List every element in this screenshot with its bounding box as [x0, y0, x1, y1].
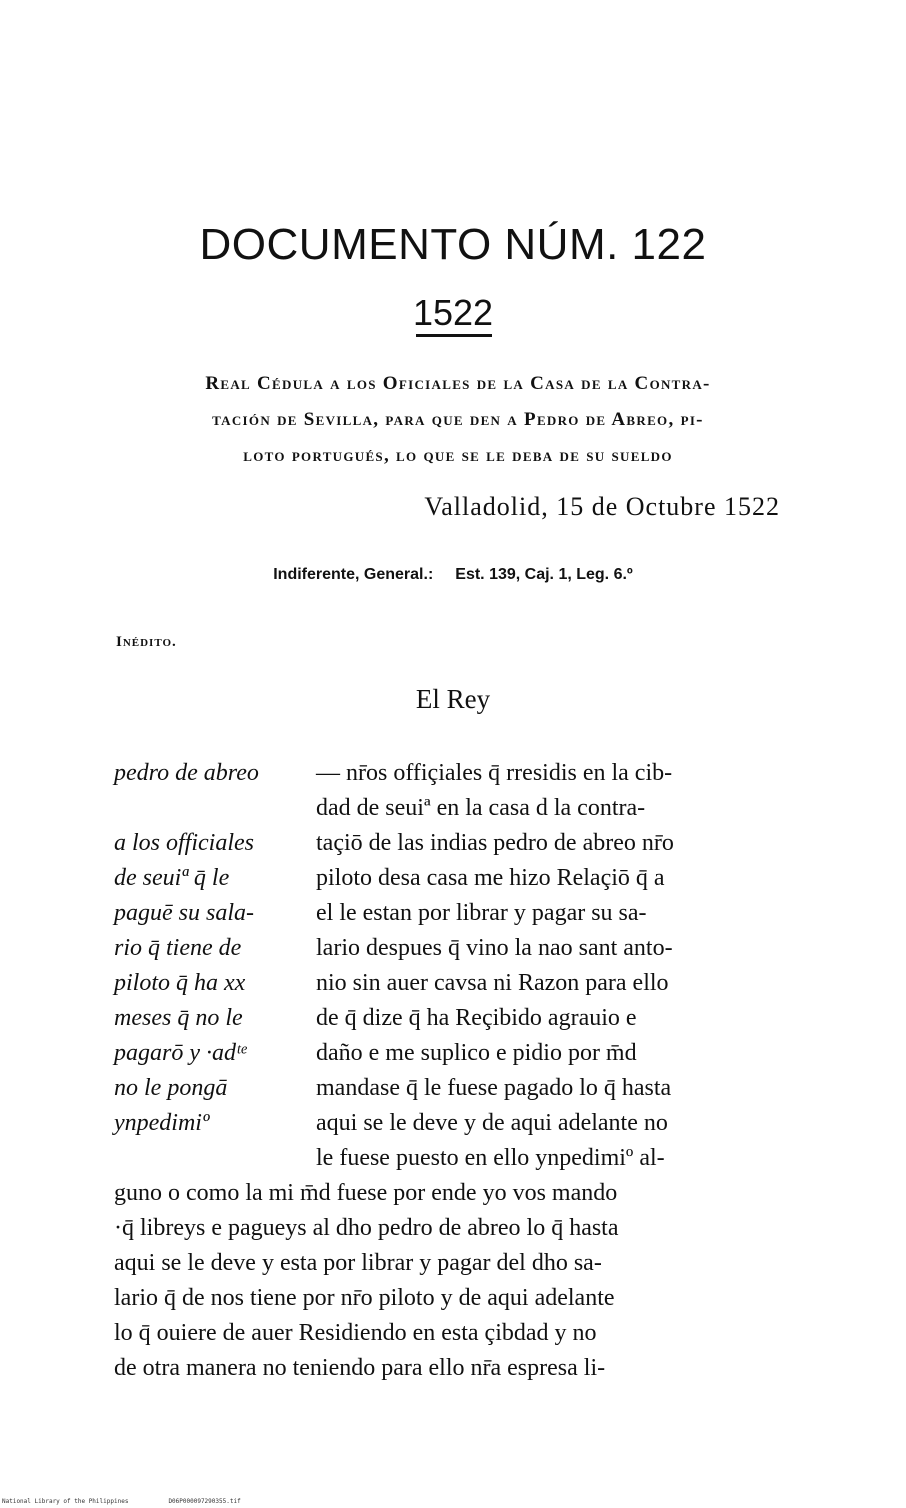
- scan-footer: [2, 1498, 241, 1505]
- margin-note: [114, 826, 292, 1141]
- document-title: DOCUMENTO NÚM. 122: [199, 220, 707, 269]
- margin-note-line: pagarō y ·adᵗᵉ: [114, 1040, 247, 1066]
- margin-note-line: pedro de abreo: [114, 760, 259, 786]
- body-line: lo q̄ ouiere de auer Residiendo en esta çibdad y no: [114, 1320, 597, 1346]
- archive-label: Indiferente, General.:: [273, 566, 434, 583]
- year-underline: [416, 334, 492, 337]
- heading-line: tación de Sevilla, para que den a Pedro de Abreo, pi-: [212, 409, 704, 430]
- body-line: aqui se le deve y de aqui adelante no: [316, 1110, 668, 1136]
- body-line: de q̄ dize q̄ ha Reçibido agrauio e: [316, 1005, 637, 1031]
- salutation: El Rey: [415, 684, 491, 714]
- body-line: daño e me suplico e pidio por m̄d: [316, 1040, 637, 1066]
- archive-ref: Est. 139, Caj. 1, Leg. 6.º: [455, 566, 633, 583]
- body-line: guno o como la mi m̄d fuese por ende yo vos mando: [114, 1180, 618, 1206]
- body-line: lario q̄ de nos tiene por nr̄o piloto y de aqui adelante: [114, 1285, 615, 1311]
- document-year: 1522: [412, 292, 494, 333]
- body-text-narrow: [316, 756, 810, 1176]
- publication-status: Inédito.: [116, 634, 177, 650]
- margin-note-line: paguē su sala-: [114, 900, 254, 926]
- margin-note-line: no le pongā: [114, 1075, 228, 1101]
- heading-line: Real Cédula a los Oficiales de la Casa de la Contra-: [205, 373, 711, 394]
- body-line: aqui se le deve y esta por librar y pagar del dho sa-: [114, 1250, 602, 1276]
- body-line: ·q̄ libreys e pagueys al dho pedro de abreo lo q̄ hasta: [114, 1215, 619, 1241]
- body-line: piloto desa casa me hizo Relaçiō q̄ a: [316, 865, 665, 891]
- margin-note-title: [114, 756, 292, 791]
- body-line: dad de seuiª en la casa d la contra-: [316, 795, 646, 821]
- margin-note-line: a los officiales: [114, 830, 254, 856]
- body-line: nio sin auer cavsa ni Razon para ello: [316, 970, 669, 996]
- body-line: el le estan por librar y pagar su sa-: [316, 900, 647, 926]
- body-line: lario despues q̄ vino la nao sant anto-: [316, 935, 673, 961]
- body-line: — nr̄os offiçiales q̄ rresidis en la cib-: [316, 760, 673, 786]
- archive-reference: [0, 566, 906, 584]
- body-line: de otra manera no teniendo para ello nr̄a espresa li-: [114, 1355, 606, 1381]
- heading-line: loto portugués, lo que se le deba de su sueldo: [243, 445, 673, 466]
- margin-note-line: meses q̄ no le: [114, 1005, 243, 1031]
- footer-library: National Library of the Philippines: [2, 1498, 129, 1505]
- margin-note-line: de seuiª q̄ le: [114, 865, 230, 891]
- body-text-full: [114, 1176, 810, 1386]
- document-heading: [110, 366, 806, 474]
- footer-file: D06P000097290355.tif: [168, 1498, 241, 1505]
- body-line: mandase q̄ le fuese pagado lo q̄ hasta: [316, 1075, 672, 1101]
- place-date: Valladolid, 15 de Octubre 1522: [424, 492, 780, 521]
- body-line: le fuese puesto en ello ynpedimiº al-: [316, 1145, 665, 1171]
- margin-note-line: piloto q̄ ha xx: [114, 970, 246, 996]
- body-line: taçiō de las indias pedro de abreo nr̄o: [316, 830, 674, 856]
- margin-note-line: rio q̄ tiene de: [114, 935, 242, 961]
- margin-note-line: ynpedimiº: [114, 1110, 210, 1136]
